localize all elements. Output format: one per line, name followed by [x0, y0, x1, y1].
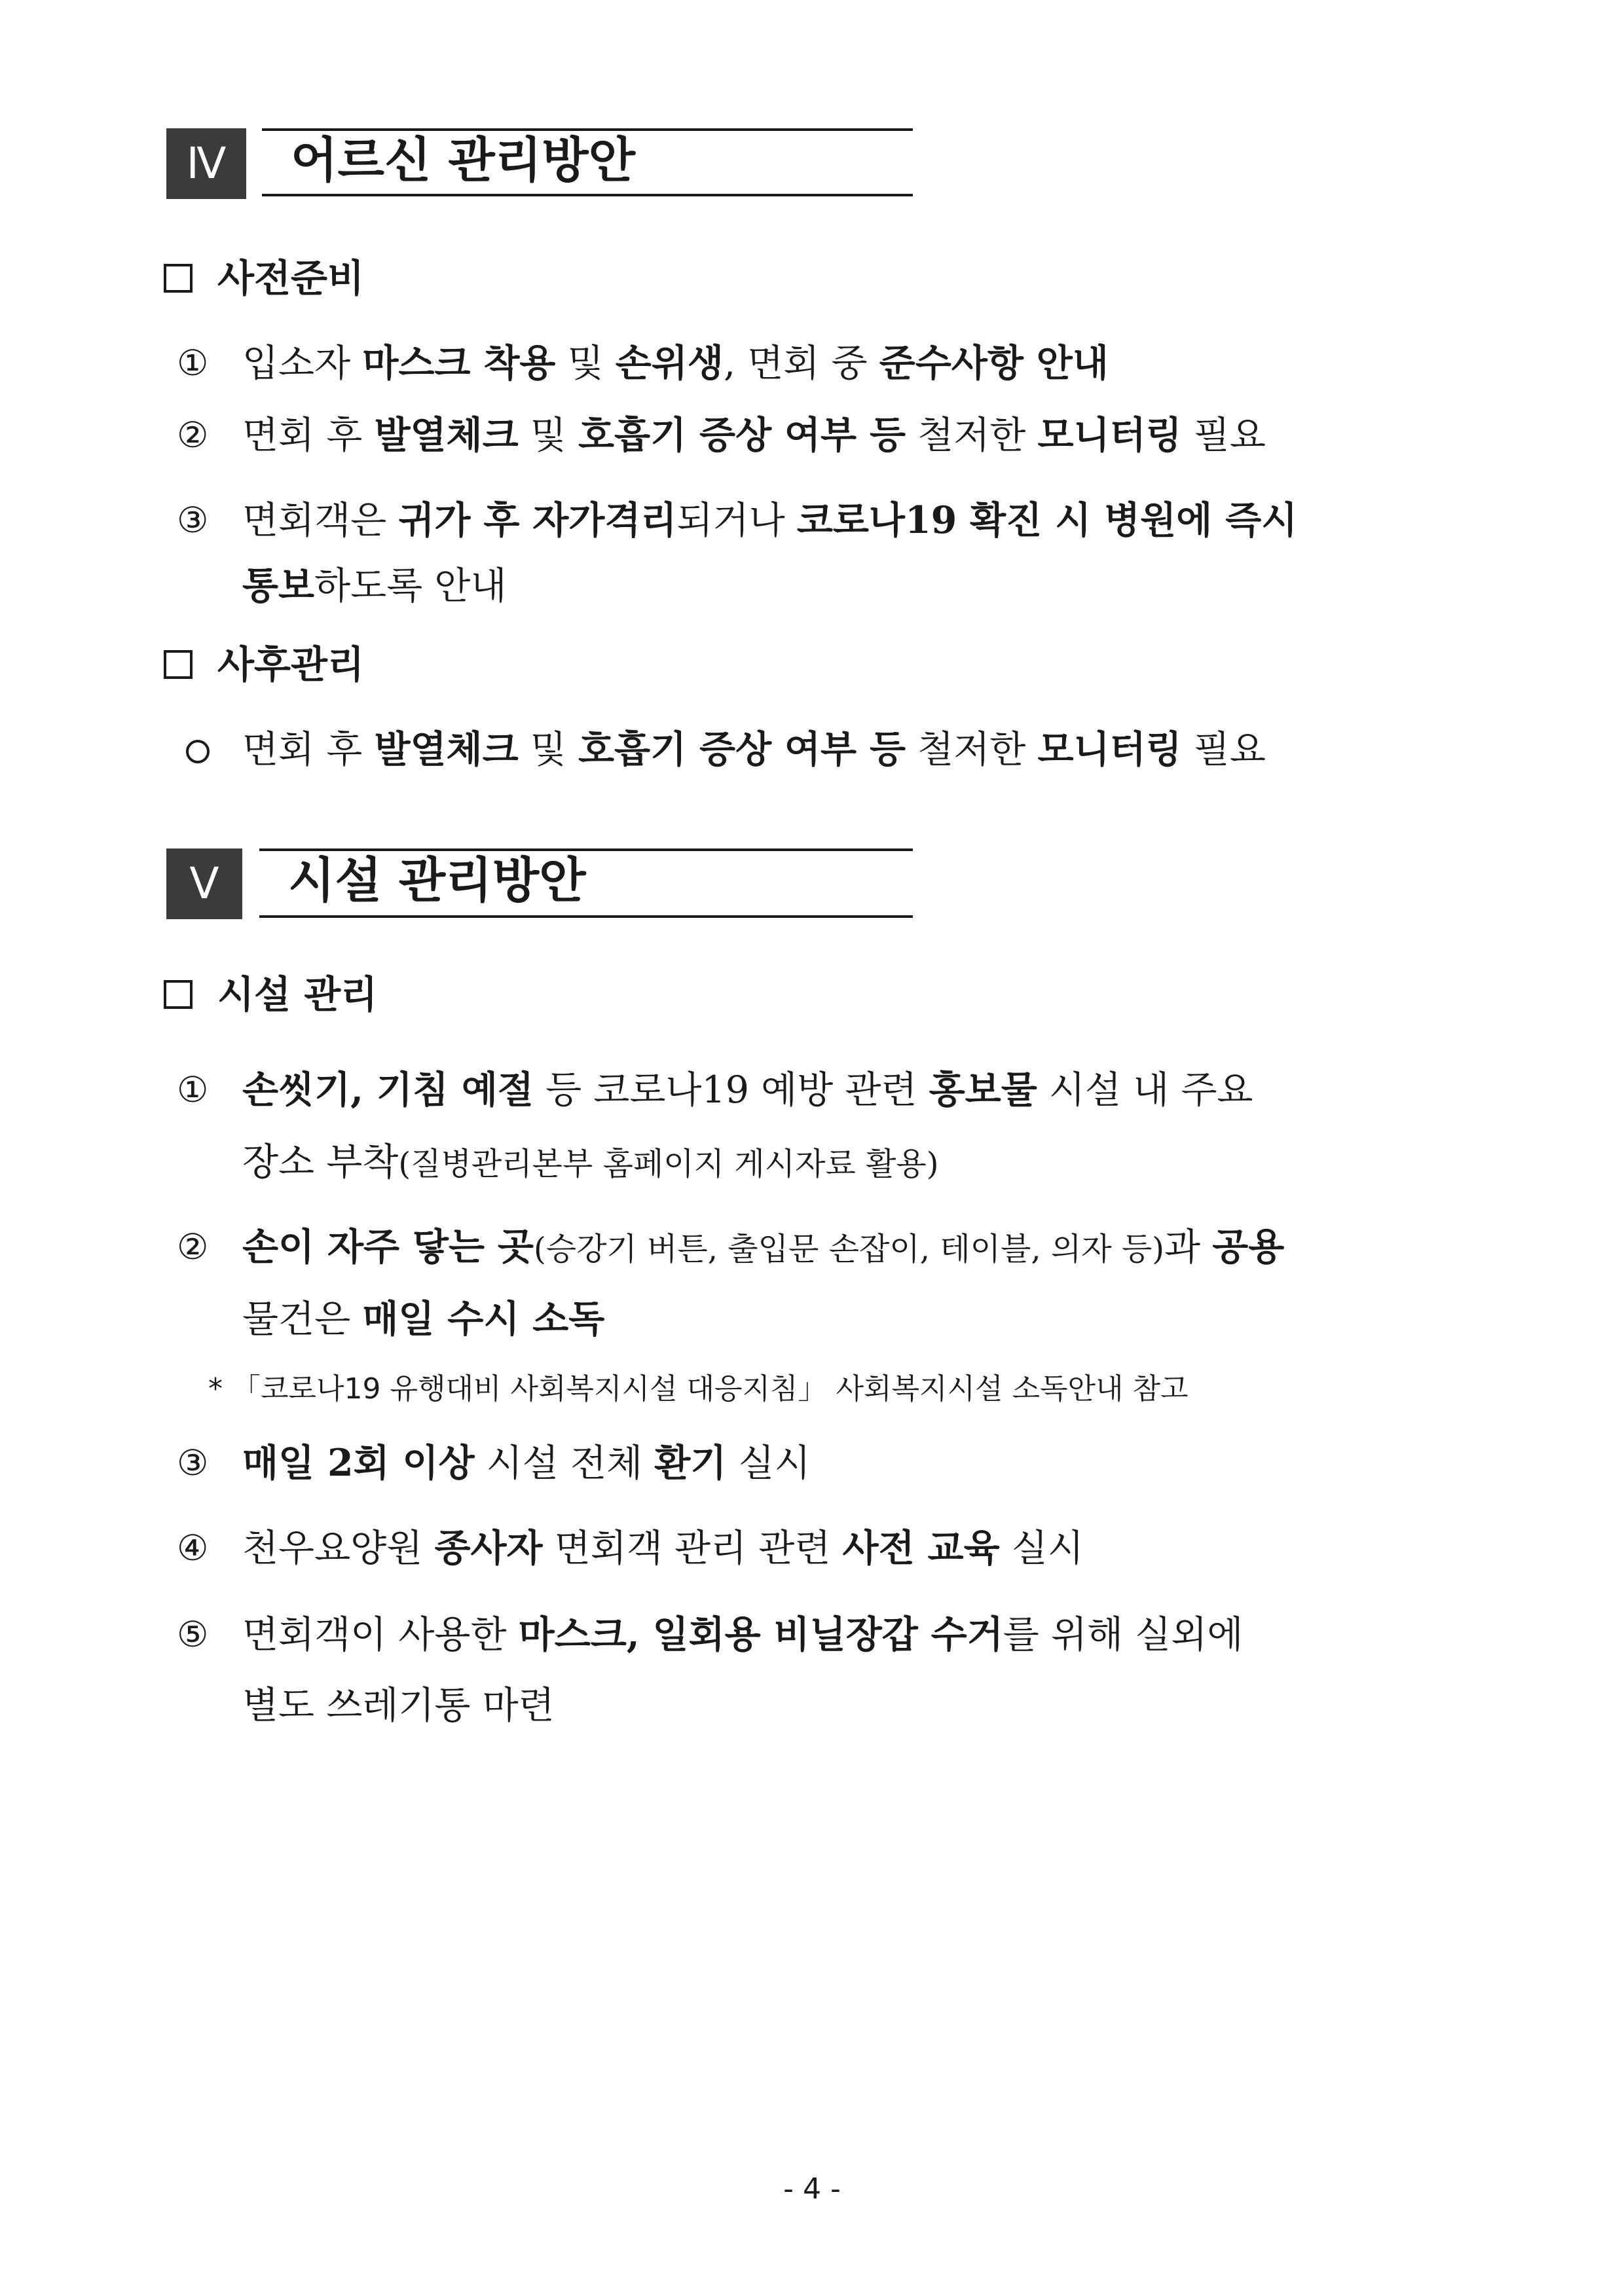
- item-number: ①: [177, 342, 209, 384]
- subheading-aftercare: 사후관리: [164, 642, 364, 687]
- square-bullet-icon: [164, 264, 193, 293]
- page-number: - 4 -: [783, 2172, 841, 2206]
- square-bullet-icon: [164, 650, 193, 679]
- post-item: 면회 후 발열체크 및 호흡기 증상 여부 등 철저한 모니터링 필요: [242, 727, 1266, 771]
- section-5-bottom-rule: [259, 915, 913, 918]
- item-number: ⑤: [177, 1614, 209, 1655]
- facility-item-5-line-2: 별도 쓰레기통 마련: [242, 1684, 555, 1727]
- pre-item-1: 입소자 마스크 착용 및 손위생, 면회 중 준수사항 안내: [242, 341, 1109, 385]
- item-number: ②: [177, 414, 209, 456]
- reference-note: * 「코로나19 유행대비 사회복지시설 대응지침」 사회복지시설 소독안내 참고: [208, 1372, 1189, 1406]
- facility-item-1-line-2: 장소 부착(질병관리본부 홈페이지 게시자료 활용): [242, 1140, 939, 1184]
- item-number: ④: [177, 1527, 209, 1569]
- pre-item-3-line-2: 통보하도록 안내: [242, 564, 507, 608]
- item-number: ③: [177, 1442, 209, 1484]
- item-number: ①: [177, 1069, 209, 1110]
- facility-item-3: 매일 2회 이상 시설 전체 환기 실시: [242, 1441, 811, 1485]
- subheading-facility-management: 시설 관리: [164, 972, 377, 1017]
- section-4-bottom-rule: [262, 194, 913, 196]
- facility-item-2-line-2: 물건은 매일 수시 소독: [242, 1297, 605, 1341]
- facility-item-2: 손이 자주 닿는 곳(승강기 버튼, 출입문 손잡이, 테이블, 의자 등)과 공용: [242, 1225, 1285, 1269]
- section-5-numeral: Ⅴ: [166, 848, 242, 919]
- item-number: ③: [177, 500, 209, 541]
- circle-bullet-icon: [186, 740, 210, 763]
- item-number: ②: [177, 1226, 209, 1267]
- section-4-title: 어르신 관리방안: [291, 132, 636, 189]
- section-4-numeral: Ⅳ: [166, 128, 246, 199]
- pre-item-3: 면회객은 귀가 후 자가격리되거나 코로나19 확진 시 병원에 즉시: [242, 498, 1298, 542]
- facility-item-1: 손씻기, 기침 예절 등 코로나19 예방 관련 홍보물 시설 내 주요: [242, 1068, 1253, 1112]
- pre-item-2: 면회 후 발열체크 및 호흡기 증상 여부 등 철저한 모니터링 필요: [242, 413, 1266, 457]
- square-bullet-icon: [164, 980, 193, 1009]
- facility-item-4: 천우요양원 종사자 면회객 관리 관련 사전 교육 실시: [242, 1526, 1084, 1570]
- section-5-title: 시설 관리방안: [288, 852, 586, 909]
- facility-item-5: 면회객이 사용한 마스크, 일회용 비닐장갑 수거를 위해 실외에: [242, 1613, 1244, 1656]
- subheading-preparation: 사전준비: [164, 255, 364, 301]
